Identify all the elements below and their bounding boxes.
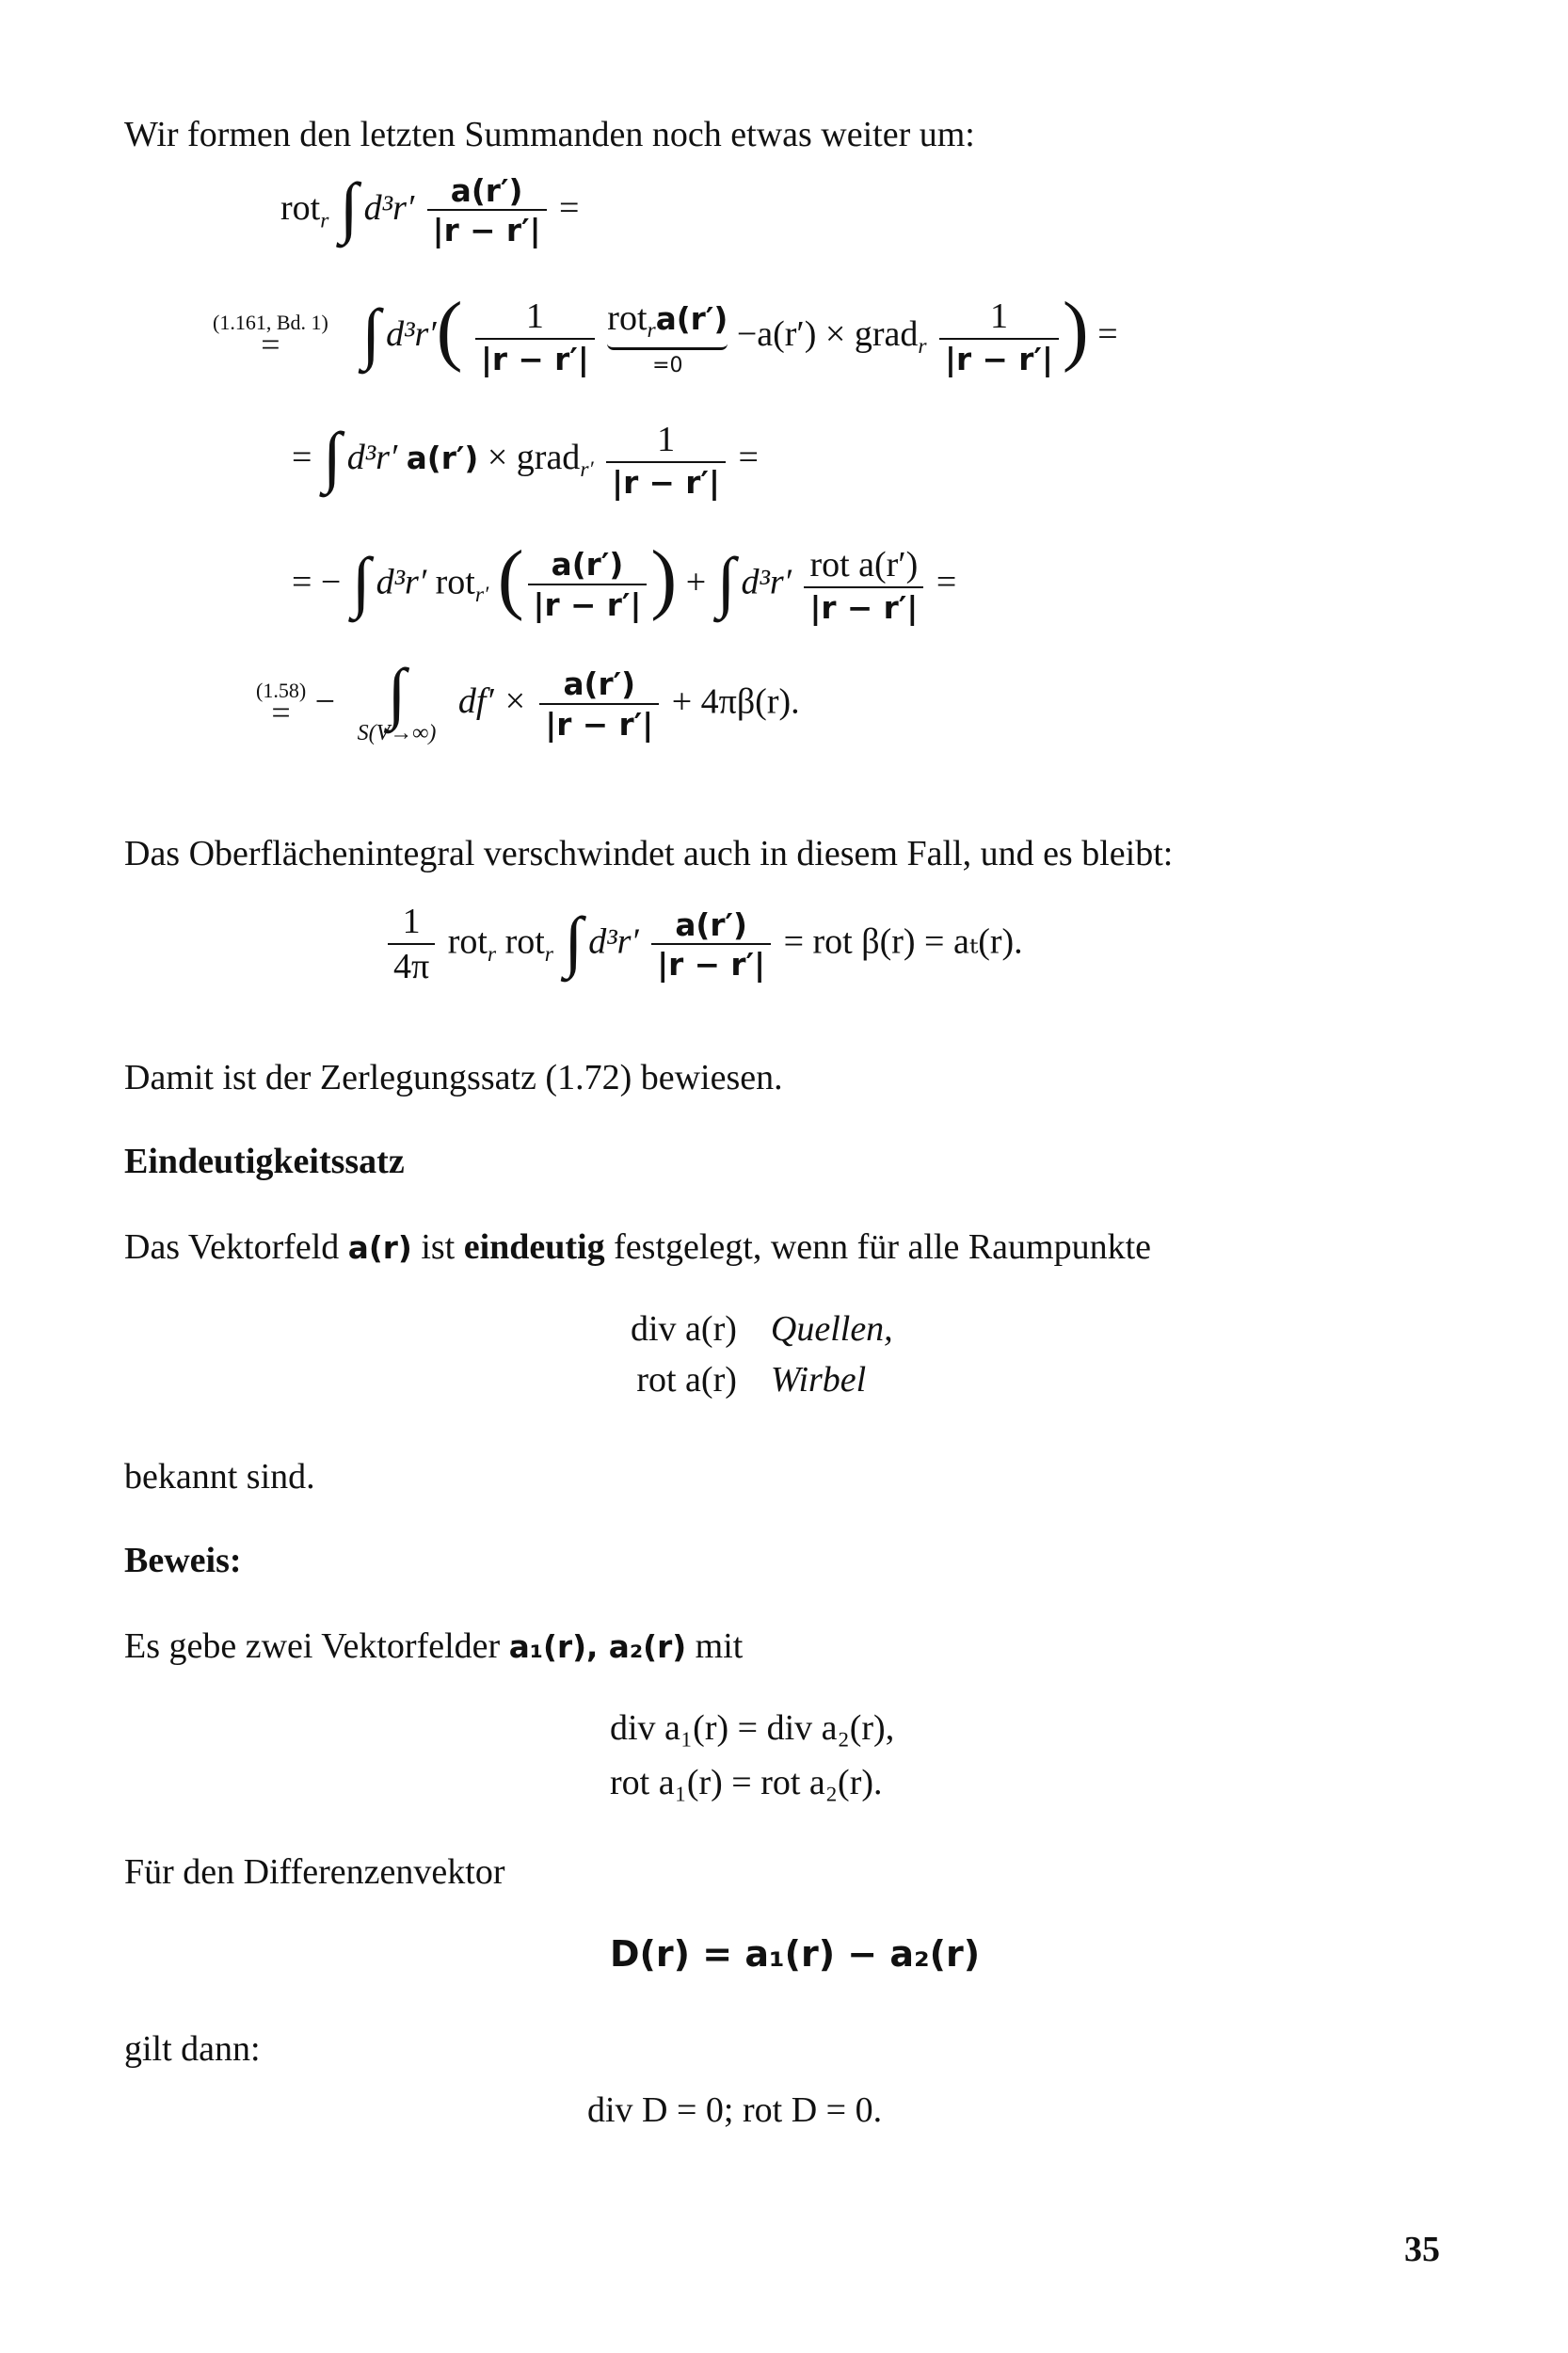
difference-vector-definition: D(r) = a₁(r) − a₂(r) xyxy=(610,1933,981,1975)
equation-line-3: = ∫ d³r′ a(r′) × grad$_{r'}$ $\frac{1}{|r - r'|}$ = xyxy=(292,418,759,501)
rot-equality: rot a₁(r) = rot a₂(r). xyxy=(610,1763,883,1802)
d3r: d³r′ xyxy=(363,188,415,229)
integral-sign: ∫ xyxy=(339,169,359,246)
integral-sign: ∫ xyxy=(361,296,381,371)
integral-sign: ∫ xyxy=(564,903,584,979)
rot-a-cell: rot a(r) xyxy=(636,1360,737,1400)
div-equality: div a₁(r) = div a₂(r), xyxy=(610,1708,895,1748)
equation-line-4: = − ∫ d³r′ rot$_{r'}$ ( $\frac{a(r')}{|r - r'|}$ ) + ∫ d³r′ $\frac{\text{rot a(r′)}}{|r - r'|}$ = xyxy=(292,536,957,626)
result-equation: $\frac{1}{4\pi}$ rot$_r$ rot$_r$ ∫ d³r′ $\frac{a(r')}{|r - r'|}$ = rot β(r) = aₜ(r). xyxy=(384,904,1023,986)
fraction: $\frac{a(r')}{|r - r'|}$ xyxy=(528,549,648,621)
fraction: $\frac{a(r')}{|r - r'|}$ xyxy=(539,668,659,741)
fraction: $\frac{1}{4\pi}$ xyxy=(388,904,435,986)
equation-line-5: (1.58) = − ∫ S(V→∞) df′ × $\frac{a(r')}{|r - r'|}$ + 4πβ(r). xyxy=(256,655,800,746)
integral-sign: ∫ xyxy=(716,543,736,619)
sources-vortices-table xyxy=(631,1308,893,1401)
div-a-cell: div a(r) xyxy=(631,1309,737,1349)
then-paragraph: gilt dann: xyxy=(124,2029,261,2069)
surface-integral: ∫ S(V→∞) xyxy=(357,655,437,746)
page-number: 35 xyxy=(1404,2230,1440,2269)
equation-line-1: rot$_r$ ∫ d³r′ $\frac{a(r')}{|r - r'|}$ = xyxy=(280,169,580,249)
intro-paragraph: Wir formen den letzten Summanden noch etwas weiter um: xyxy=(124,115,975,154)
proved-paragraph: Damit ist der Zerlegungssatz (1.72) bewiesen. xyxy=(124,1058,783,1097)
final-equation: div D = 0; rot D = 0. xyxy=(587,2090,883,2130)
integral-sign: ∫ xyxy=(351,543,371,619)
fraction: $\frac{1}{|r - r'|}$ xyxy=(475,298,595,376)
fraction: $\frac{\text{rot a(r′)}}{|r - r'|}$ xyxy=(804,547,923,624)
integral-sign: ∫ xyxy=(322,418,342,494)
two-fields-paragraph: Es gebe zwei Vektorfelder a₁(r), a₂(r) mit xyxy=(124,1626,744,1666)
equation-reference: (1.58) = xyxy=(256,678,307,731)
known-paragraph: bekannt sind. xyxy=(124,1457,315,1497)
surface-integral-paragraph: Das Oberflächenintegral verschwindet auch in diesem Fall, und es bleibt: xyxy=(124,834,1174,873)
vector-field-paragraph: Das Vektorfeld a(r) ist eindeutig festgelegt, wenn für alle Raumpunkte xyxy=(124,1227,1152,1267)
wirbel-cell: Wirbel xyxy=(770,1360,867,1400)
underbrace: rot$_r$a(r′) =0 xyxy=(607,298,728,378)
fraction: $\frac{a(r')}{|r - r'|}$ xyxy=(651,909,771,982)
rot-operator: rot xyxy=(280,188,321,229)
difference-vector-paragraph: Für den Differenzenvektor xyxy=(124,1852,505,1892)
equation-line-2: (1.161, Bd. 1) = ∫ d³r′( $\frac{1}{|r - r'|}$ rot$_r$a(r′) =0 −a(r′) × grad$_r$ $\frac{1}{|r - r'|}$ ) = xyxy=(213,287,1118,378)
fraction: $\frac{a(r')}{|r - r'|}$ xyxy=(427,175,547,248)
fraction: $\frac{1}{|r - r'|}$ xyxy=(939,298,1059,376)
fraction: $\frac{1}{|r - r'|}$ xyxy=(606,422,726,499)
section-heading: Eindeutigkeitssatz xyxy=(124,1142,405,1181)
equation-reference: (1.161, Bd. 1) = xyxy=(213,311,328,364)
proof-heading: Beweis: xyxy=(124,1541,242,1580)
quellen-cell: Quellen, xyxy=(770,1309,893,1349)
